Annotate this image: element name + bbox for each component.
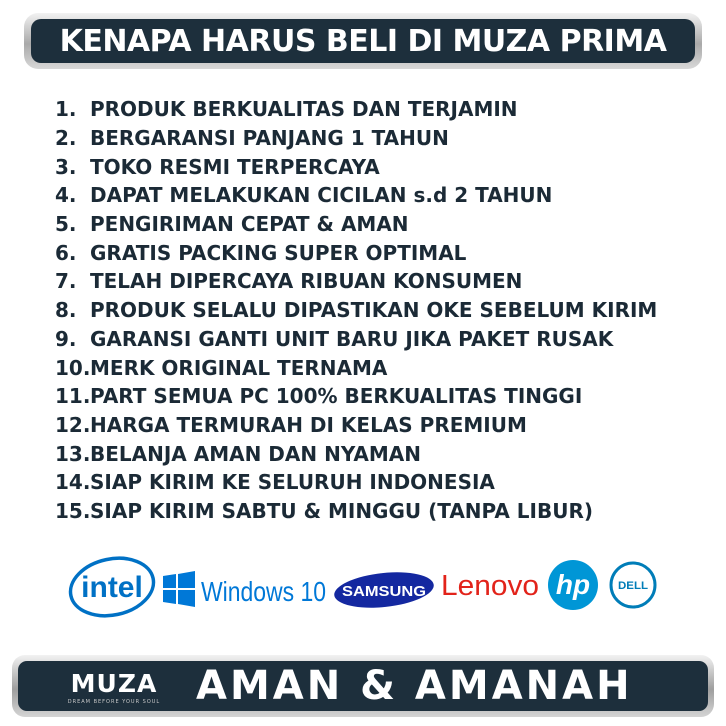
- item-number: 15.: [55, 498, 91, 523]
- list-item: [55, 210, 657, 239]
- item-text: PART SEMUA PC 100% BERKUALITAS TINGGI: [90, 384, 583, 409]
- brand-name: MUZA: [70, 669, 158, 698]
- brand-tagline: DREAM BEFORE YOUR SOUL: [67, 699, 161, 705]
- item-text: MERK ORIGINAL TERNAMA: [90, 355, 388, 380]
- lenovo-wordmark: Lenovo: [441, 570, 539, 602]
- list-item: [55, 181, 657, 210]
- footer-banner: [12, 655, 714, 717]
- list-item: [55, 439, 657, 468]
- item-number: 7.: [55, 269, 77, 294]
- item-text: SIAP KIRIM SABTU & MINGGU (TANPA LIBUR): [90, 498, 594, 523]
- item-number: 4.: [55, 183, 77, 208]
- slogan: AMAN & AMANAH: [196, 663, 633, 709]
- item-text: SIAP KIRIM KE SELURUH INDONESIA: [90, 470, 495, 495]
- list-item: [55, 238, 657, 267]
- hp-logo: [547, 559, 599, 611]
- list-item: [55, 267, 657, 296]
- item-number: 8.: [55, 298, 77, 323]
- intel-logo: [66, 554, 158, 620]
- item-number: 10.: [55, 355, 91, 380]
- hp-wordmark: hp: [555, 569, 591, 600]
- intel-wordmark: intel: [81, 571, 143, 604]
- item-text: TOKO RESMI TERPERCAYA: [90, 154, 380, 179]
- item-number: 3.: [55, 154, 77, 179]
- item-text: PRODUK BERKUALITAS DAN TERJAMIN: [90, 97, 518, 122]
- item-text: PRODUK SELALU DIPASTIKAN OKE SEBELUM KIRIM: [90, 298, 658, 323]
- item-text: TELAH DIPERCAYA RIBUAN KONSUMEN: [90, 269, 523, 294]
- samsung-logo: [333, 570, 435, 610]
- muza-logo: [54, 671, 174, 705]
- dell-wordmark: DELL: [618, 580, 649, 592]
- list-item: [55, 95, 657, 124]
- item-text: BELANJA AMAN DAN NYAMAN: [90, 441, 421, 466]
- item-text: HARGA TERMURAH DI KELAS PREMIUM: [90, 412, 527, 437]
- lenovo-logo: [440, 566, 542, 606]
- title-banner: [24, 13, 702, 69]
- windows-wordmark: Windows 10: [201, 576, 326, 607]
- reasons-list: [55, 95, 657, 525]
- item-number: 9.: [55, 326, 77, 351]
- item-number: 2.: [55, 126, 77, 151]
- list-item: [55, 497, 657, 526]
- list-item: [55, 124, 657, 153]
- samsung-wordmark: SAMSUNG: [342, 583, 426, 600]
- item-number: 14.: [55, 470, 91, 495]
- item-number: 13.: [55, 441, 91, 466]
- list-item: [55, 411, 657, 440]
- item-number: 6.: [55, 240, 77, 265]
- item-number: 11.: [55, 384, 91, 409]
- title-banner-panel: [31, 19, 695, 63]
- item-number: 12.: [55, 412, 91, 437]
- list-item: [55, 296, 657, 325]
- list-item: [55, 468, 657, 497]
- item-text: GRATIS PACKING SUPER OPTIMAL: [90, 240, 467, 265]
- list-item: [55, 382, 657, 411]
- item-text: GARANSI GANTI UNIT BARU JIKA PAKET RUSAK: [90, 326, 614, 351]
- windows-10-logo: [163, 570, 328, 610]
- dell-logo: [609, 561, 657, 609]
- item-number: 1.: [55, 97, 77, 122]
- list-item: [55, 353, 657, 382]
- item-text: DAPAT MELAKUKAN CICILAN s.d 2 TAHUN: [90, 183, 553, 208]
- list-item: [55, 325, 657, 354]
- windows-flag-icon: [163, 574, 176, 588]
- list-item: [55, 152, 657, 181]
- item-number: 5.: [55, 212, 77, 237]
- item-text: BERGARANSI PANJANG 1 TAHUN: [90, 126, 449, 151]
- footer-panel: [18, 661, 708, 711]
- brand-logos-row: [0, 548, 726, 628]
- item-text: PENGIRIMAN CEPAT & AMAN: [90, 212, 409, 237]
- page-title: KENAPA HARUS BELI DI MUZA PRIMA: [59, 23, 667, 59]
